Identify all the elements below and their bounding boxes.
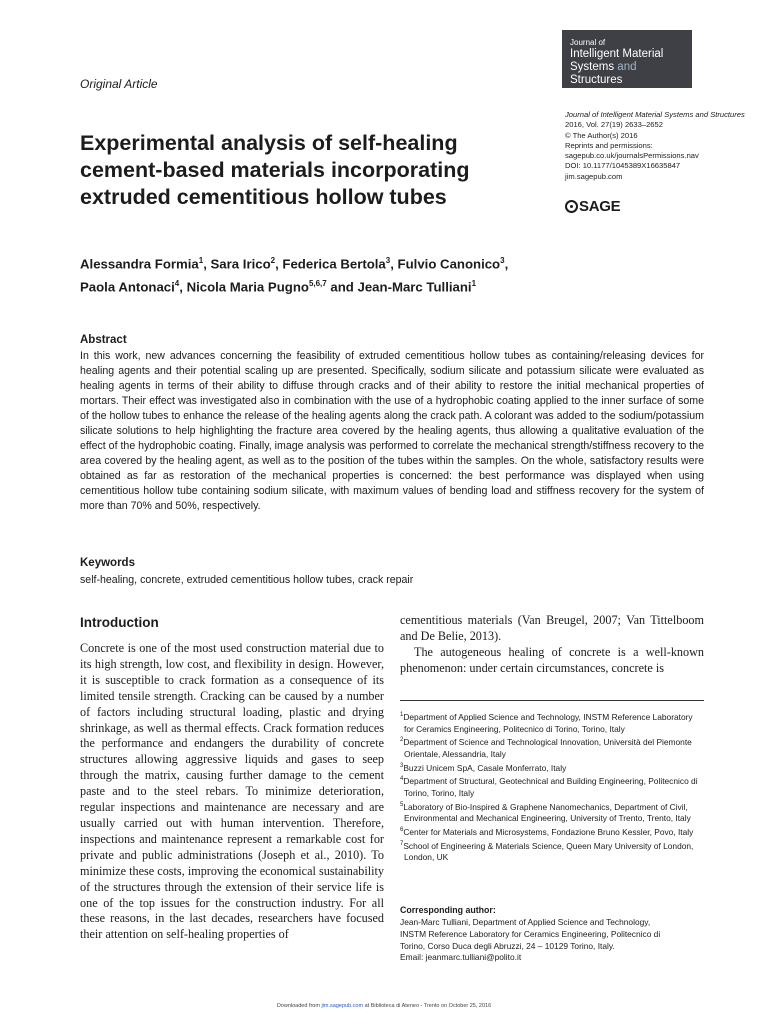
journal-logo-line3 <box>570 61 692 87</box>
journal-site[interactable]: jim.sagepub.com <box>565 171 623 181</box>
author-separator: , <box>203 256 211 272</box>
introduction-heading: Introduction <box>80 615 159 630</box>
affiliation-item <box>400 735 704 760</box>
download-prefix: Downloaded from <box>276 1003 320 1009</box>
sage-wordmark: SAGE <box>579 198 621 215</box>
author-affiliation: 1 <box>471 278 477 288</box>
author-affiliation: 3 <box>385 256 391 265</box>
affiliation-text: Laboratory of Bio-Inspired & Graphene Nanomechanics, Department of Civil, Environmental and Mechanical Engineering, University of Trento, Trento, Italy <box>403 801 691 824</box>
affiliation-text: Center for Materials and Microsystems, Fondazione Bruno Kessler, Povo, Italy <box>403 826 694 837</box>
author-separator: , <box>275 256 283 272</box>
citation: 2016, Vol. 27(19) 2633–2652 <box>565 120 663 130</box>
introduction-left-column <box>80 641 384 943</box>
introduction-paragraph-continued: cementitious materials (Van Breugel, 2007; Van Tittelboom and De Belie, 2013). <box>400 613 704 643</box>
author-name: Federica Bertola <box>282 256 386 272</box>
reprints-url[interactable]: sagepub.co.uk/journalsPermissions.nav <box>565 151 699 161</box>
introduction-right-column <box>400 613 704 677</box>
author-affiliation: 4 <box>174 278 180 288</box>
paper-title: Experimental analysis of self-healing cement-based materials incorporating extruded cementitious hollow tubes <box>80 131 470 209</box>
author-affiliation: 1 <box>198 256 204 265</box>
abstract-heading: Abstract <box>80 334 127 346</box>
journal-logo-structures: Structures <box>570 74 623 86</box>
affiliation-number: 5 <box>400 801 404 808</box>
author-name: Jean-Marc Tulliani <box>357 279 472 295</box>
copyright: © The Author(s) 2016 <box>565 130 638 140</box>
journal-logo-and: and <box>617 61 637 73</box>
journal-title: Journal of Intelligent Material Systems and Structures <box>565 110 745 119</box>
corresponding-author-details <box>400 917 700 964</box>
author-separator: , <box>390 256 398 272</box>
reprints-label: Reprints and permissions: <box>565 140 653 150</box>
affiliation-text: Department of Structural, Geotechnical and Building Engineering, Politecnico di Torino, Torino, Italy <box>403 776 698 798</box>
affiliation-number: 6 <box>400 827 404 834</box>
journal-meta <box>565 110 745 182</box>
affiliation-text: Buzzi Unicem SpA, Casale Monferrato, Italy <box>403 762 567 773</box>
affiliations <box>400 710 704 864</box>
author-name: Fulvio Canonico <box>397 256 501 272</box>
affiliation-number: 3 <box>400 762 404 769</box>
download-notice <box>0 1003 768 1009</box>
affiliation-number: 1 <box>400 712 404 718</box>
corresponding-line: Torino, Corso Duca degli Abruzzi, 24 – 10129 Torino, Italy. <box>400 940 615 951</box>
download-suffix: at Biblioteca di Ateneo - Trento on October 25, 2016 <box>364 1003 492 1009</box>
corresponding-line: INSTM Reference Laboratory for Ceramics Engineering, Politecnico di <box>400 928 661 939</box>
author-separator: , <box>504 256 509 272</box>
journal-logo <box>562 30 692 88</box>
corresponding-line: Jean-Marc Tulliani, Department of Applied Science and Technology, <box>400 917 651 927</box>
download-link[interactable]: jim.sagepub.com <box>321 1003 364 1009</box>
introduction-paragraph: Concrete is one of the most used construction material due to its high strength, low cost, and flexibility in design. However, it is susceptible to crack formation as a consequence of its limited tensile strength. Cracking can be caused by a number of factors including structural loading, plastic and drying shrinkage, as well as thermal effects. Crack formation reduces the performance and endangers the durability of concrete structures allowing aggressive liquids and gases to seep through the matrix, causing further damage to the cement paste and to the steel rebars. To minimize deterioration, regular inspections and maintenance are necessary and are usually carried out with human intervention. Therefore, inspections and maintenance represent a remarkable cost for private and public administrations (Joseph et al., 2010). To minimize these costs, improving the economical sustainability of the structures through the extension of their service life is one of the top issues for the construction industry. For all these reasons, in the last decades, researchers have focused their attention on self-healing properties of <box>80 641 384 942</box>
author-separator: , <box>179 279 187 295</box>
affiliation-item <box>400 761 704 775</box>
affiliation-item <box>400 800 704 825</box>
author-name: Alessandra Formia <box>80 256 199 272</box>
affiliation-number: 4 <box>400 776 404 783</box>
introduction-paragraph-2: The autogeneous healing of concrete is a well-known phenomenon: under certain circumstances, concrete is <box>400 644 704 675</box>
doi[interactable]: DOI: 10.1177/1045389X16635847 <box>565 161 681 171</box>
affiliation-text: Department of Science and Technological Innovation, Università del Piemonte Orientale, Alessandria, Italy <box>403 737 692 759</box>
journal-logo-line1: Journal of <box>570 38 606 47</box>
affiliation-item <box>400 710 704 735</box>
sage-logo <box>565 198 620 215</box>
article-type: Original Article <box>80 77 158 91</box>
affiliation-number: 2 <box>400 737 404 744</box>
affiliation-text: Department of Applied Science and Technology, INSTM Reference Laboratory for Ceramics Engineering, Politecnico di Torino, Torino, Italy <box>403 711 693 734</box>
author-name: Sara Irico <box>210 256 271 272</box>
author-name: Nicola Maria Pugno <box>186 279 309 295</box>
affiliation-number: 7 <box>400 840 404 847</box>
affiliation-text: School of Engineering & Materials Science, Queen Mary University of London, London, UK <box>403 840 694 863</box>
journal-logo-line2: Intelligent Material <box>570 48 664 60</box>
author-list <box>80 251 700 297</box>
author-affiliation: 5,6,7 <box>308 278 327 288</box>
author-affiliation: 3 <box>500 256 505 265</box>
affiliation-item <box>400 825 704 839</box>
author-affiliation: 2 <box>270 256 276 265</box>
keywords-text: self-healing, concrete, extruded cementitious hollow tubes, crack repair <box>80 574 414 586</box>
affiliation-item <box>400 774 704 799</box>
journal-logo-systems: Systems <box>570 61 615 73</box>
corresponding-email[interactable]: Email: jeanmarc.tulliani@polito.it <box>400 952 522 963</box>
abstract-text: In this work, new advances concerning the feasibility of extruded cementitious hollow tubes as containing/releasing devices for healing agents and their potential scaling up are presented. Specifically, sodium silicate and potassium silicate were evaluated as healing agents in terms of their ability to diffuse through cracks and of their ability to restore the initial mechanical properties of mortars. Their effect was investigated also in combination with the use of a hydrophobic coating applied to the inner surface of some of the hollow tubes to enhance the release of the healing agents along the crack path. A colorant was added to the sodium/potassium silicate solutions to help highlighting the fracture area covered by the healing agents, thus allowing a qualitative evaluation of the effect of the hydrophobic coating. Finally, image analysis was performed to correlate the mechanical strength/stiffness recovery to the area covered by the healing agent, as well as to the position of the tubes within the samples. On the whole, satisfactory results were obtained as far as restoration of the mechanical properties is concerned: the best performance was displayed when using cementitious hollow tube containing sodium silicate, with maximum values of bending load and stiffness recovery for the system of more than 70% and 50%, respectively. <box>80 350 704 512</box>
sage-circle-icon <box>565 200 578 213</box>
keywords-heading: Keywords <box>80 557 135 569</box>
affiliation-item <box>400 839 704 864</box>
author-name: Paola Antonaci <box>80 279 175 295</box>
corresponding-author-heading: Corresponding author: <box>400 905 496 915</box>
footnote-divider <box>400 700 704 701</box>
author-separator: and <box>326 279 358 295</box>
